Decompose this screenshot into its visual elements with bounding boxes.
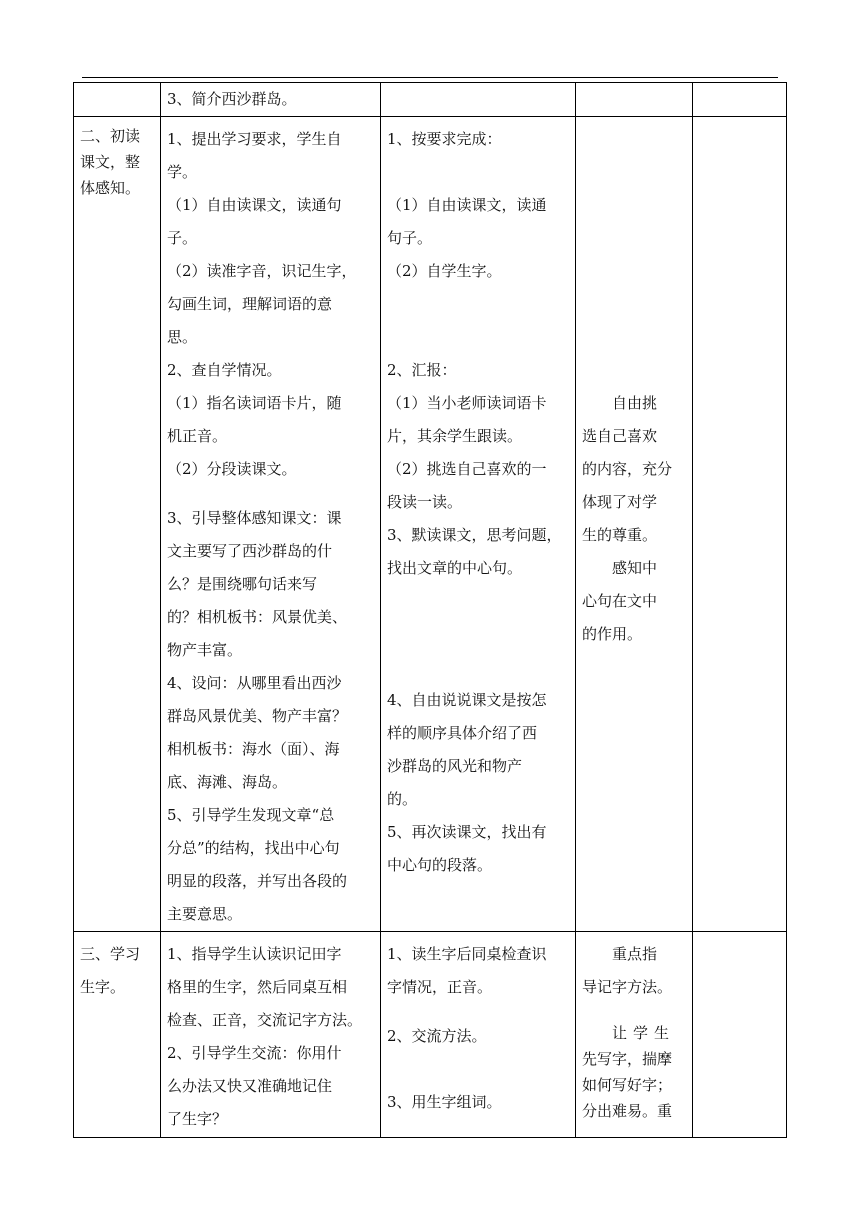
teacher-line: 2、引导学生交流：你用什 [167, 1044, 342, 1062]
teacher-line: 了生字？ [167, 1110, 228, 1128]
student-line: 2、汇报： [387, 361, 457, 379]
table-row [74, 83, 787, 117]
note-line: 重点指 [612, 945, 658, 963]
lesson-plan-table [73, 82, 787, 1138]
teacher-line: 的？相机板书：风景优美、 [167, 608, 348, 626]
student-line: （2）挑选自己喜欢的一 [387, 460, 547, 478]
extra-cell [693, 83, 787, 117]
teacher-line: 1、提出学习要求，学生自 [167, 130, 342, 148]
table-row [74, 117, 787, 932]
teacher-activity-cell [161, 117, 381, 932]
student-line: 1、读生字后同桌检查识 [387, 945, 547, 963]
section-line: 课文，整 [80, 153, 141, 171]
student-line: 4、自由说说课文是按怎 [387, 691, 547, 709]
teacher-line: 底、海滩、海岛。 [167, 773, 288, 791]
section-cell [74, 83, 161, 117]
design-note-cell [576, 932, 693, 1138]
teacher-activity-cell [161, 932, 381, 1138]
note-line: 生的尊重。 [582, 526, 658, 544]
note-line: 心句在文中 [582, 592, 658, 610]
teacher-line: 格里的生字，然后同桌互相 [167, 978, 348, 996]
student-line: 3、用生字组词。 [387, 1093, 502, 1111]
teacher-line: 学。 [167, 163, 198, 181]
note-line: 让学生 [612, 1024, 676, 1042]
teacher-line: 分总”的结构，找出中心句 [167, 839, 340, 857]
student-line: 1、按要求完成： [387, 130, 502, 148]
header-rule [82, 77, 778, 78]
design-note-cell [576, 117, 693, 932]
extra-cell [693, 117, 787, 932]
teacher-line: 3、引导整体感知课文：课 [167, 509, 342, 527]
student-line: 段读一读。 [387, 493, 463, 511]
teacher-line: 5、引导学生发现文章“总 [167, 806, 335, 824]
student-line: （2）自学生字。 [387, 262, 502, 280]
teacher-activity-cell [161, 83, 381, 117]
section-line: 体感知。 [80, 179, 141, 197]
teacher-line: （1）指名读词语卡片，随 [167, 394, 342, 412]
note-line: 体现了对学 [582, 493, 658, 511]
student-activity-cell [381, 117, 576, 932]
note-line: 选自己喜欢 [582, 427, 658, 445]
design-note-cell [576, 83, 693, 117]
student-line: 5、再次读课文，找出有 [387, 823, 547, 841]
student-line: 句子。 [387, 229, 433, 247]
teacher-line: 勾画生词，理解词语的意 [167, 295, 333, 313]
section-line: 二、初读 [80, 127, 141, 145]
note-line: 如何写好字； [582, 1076, 673, 1094]
student-line: 中心句的段落。 [387, 856, 493, 874]
note-line: 分出难易。重 [582, 1102, 673, 1120]
student-line: 的。 [387, 790, 418, 808]
section-line: 生字。 [80, 978, 126, 996]
note-line: 的内容，充分 [582, 460, 673, 478]
student-line: 沙群岛的风光和物产 [387, 757, 523, 775]
teacher-line: 思。 [167, 328, 198, 346]
student-line: 找出文章的中心句。 [387, 559, 523, 577]
teacher-line: 机正音。 [167, 427, 228, 445]
teacher-line: 么？是围绕哪句话来写 [167, 575, 318, 593]
student-line: （1）当小老师读词语卡 [387, 394, 547, 412]
student-line: （1）自由读课文，读通 [387, 196, 547, 214]
note-line: 的作用。 [582, 625, 643, 643]
teacher-line: 文主要写了西沙群岛的什 [167, 542, 333, 560]
student-line: 片，其余学生跟读。 [387, 427, 523, 445]
teacher-line: 群岛风景优美、物产丰富？ [167, 707, 348, 725]
note-line: 导记字方法。 [582, 978, 673, 996]
student-activity-cell [381, 932, 576, 1138]
student-activity-cell [381, 83, 576, 117]
note-line: 感知中 [612, 559, 658, 577]
teacher-line: （2）分段读课文。 [167, 460, 297, 478]
teacher-line: 主要意思。 [167, 905, 243, 923]
teacher-line: 4、设问：从哪里看出西沙 [167, 674, 342, 692]
teacher-line: （2）读准字音，识记生字， [167, 262, 357, 280]
note-line: 先写字，揣摩 [582, 1050, 673, 1068]
student-line: 样的顺序具体介绍了西 [387, 724, 538, 742]
section-line: 三、学习 [80, 945, 141, 963]
extra-cell [693, 932, 787, 1138]
teacher-line: 1、指导学生认读识记田字 [167, 945, 342, 963]
student-line: 3、默读课文，思考问题， [387, 526, 562, 544]
teacher-line: 物产丰富。 [167, 641, 243, 659]
teacher-line: 么办法又快又准确地记住 [167, 1077, 333, 1095]
teacher-line: （1）自由读课文，读通句 [167, 196, 342, 214]
teacher-line: 子。 [167, 229, 198, 247]
student-line: 2、交流方法。 [387, 1027, 487, 1045]
teacher-line: 检查、正音，交流记字方法。 [167, 1011, 363, 1029]
section-cell [74, 932, 161, 1138]
note-line: 自由挑 [612, 394, 658, 412]
student-line: 字情况，正音。 [387, 978, 493, 996]
teacher-line: 2、查自学情况。 [167, 361, 282, 379]
section-cell [74, 117, 161, 932]
table-row [74, 932, 787, 1138]
teacher-line: 相机板书：海水（面）、海 [167, 740, 340, 758]
teacher-line: 3、简介西沙群岛。 [167, 90, 297, 108]
teacher-line: 明显的段落，并写出各段的 [167, 872, 348, 890]
